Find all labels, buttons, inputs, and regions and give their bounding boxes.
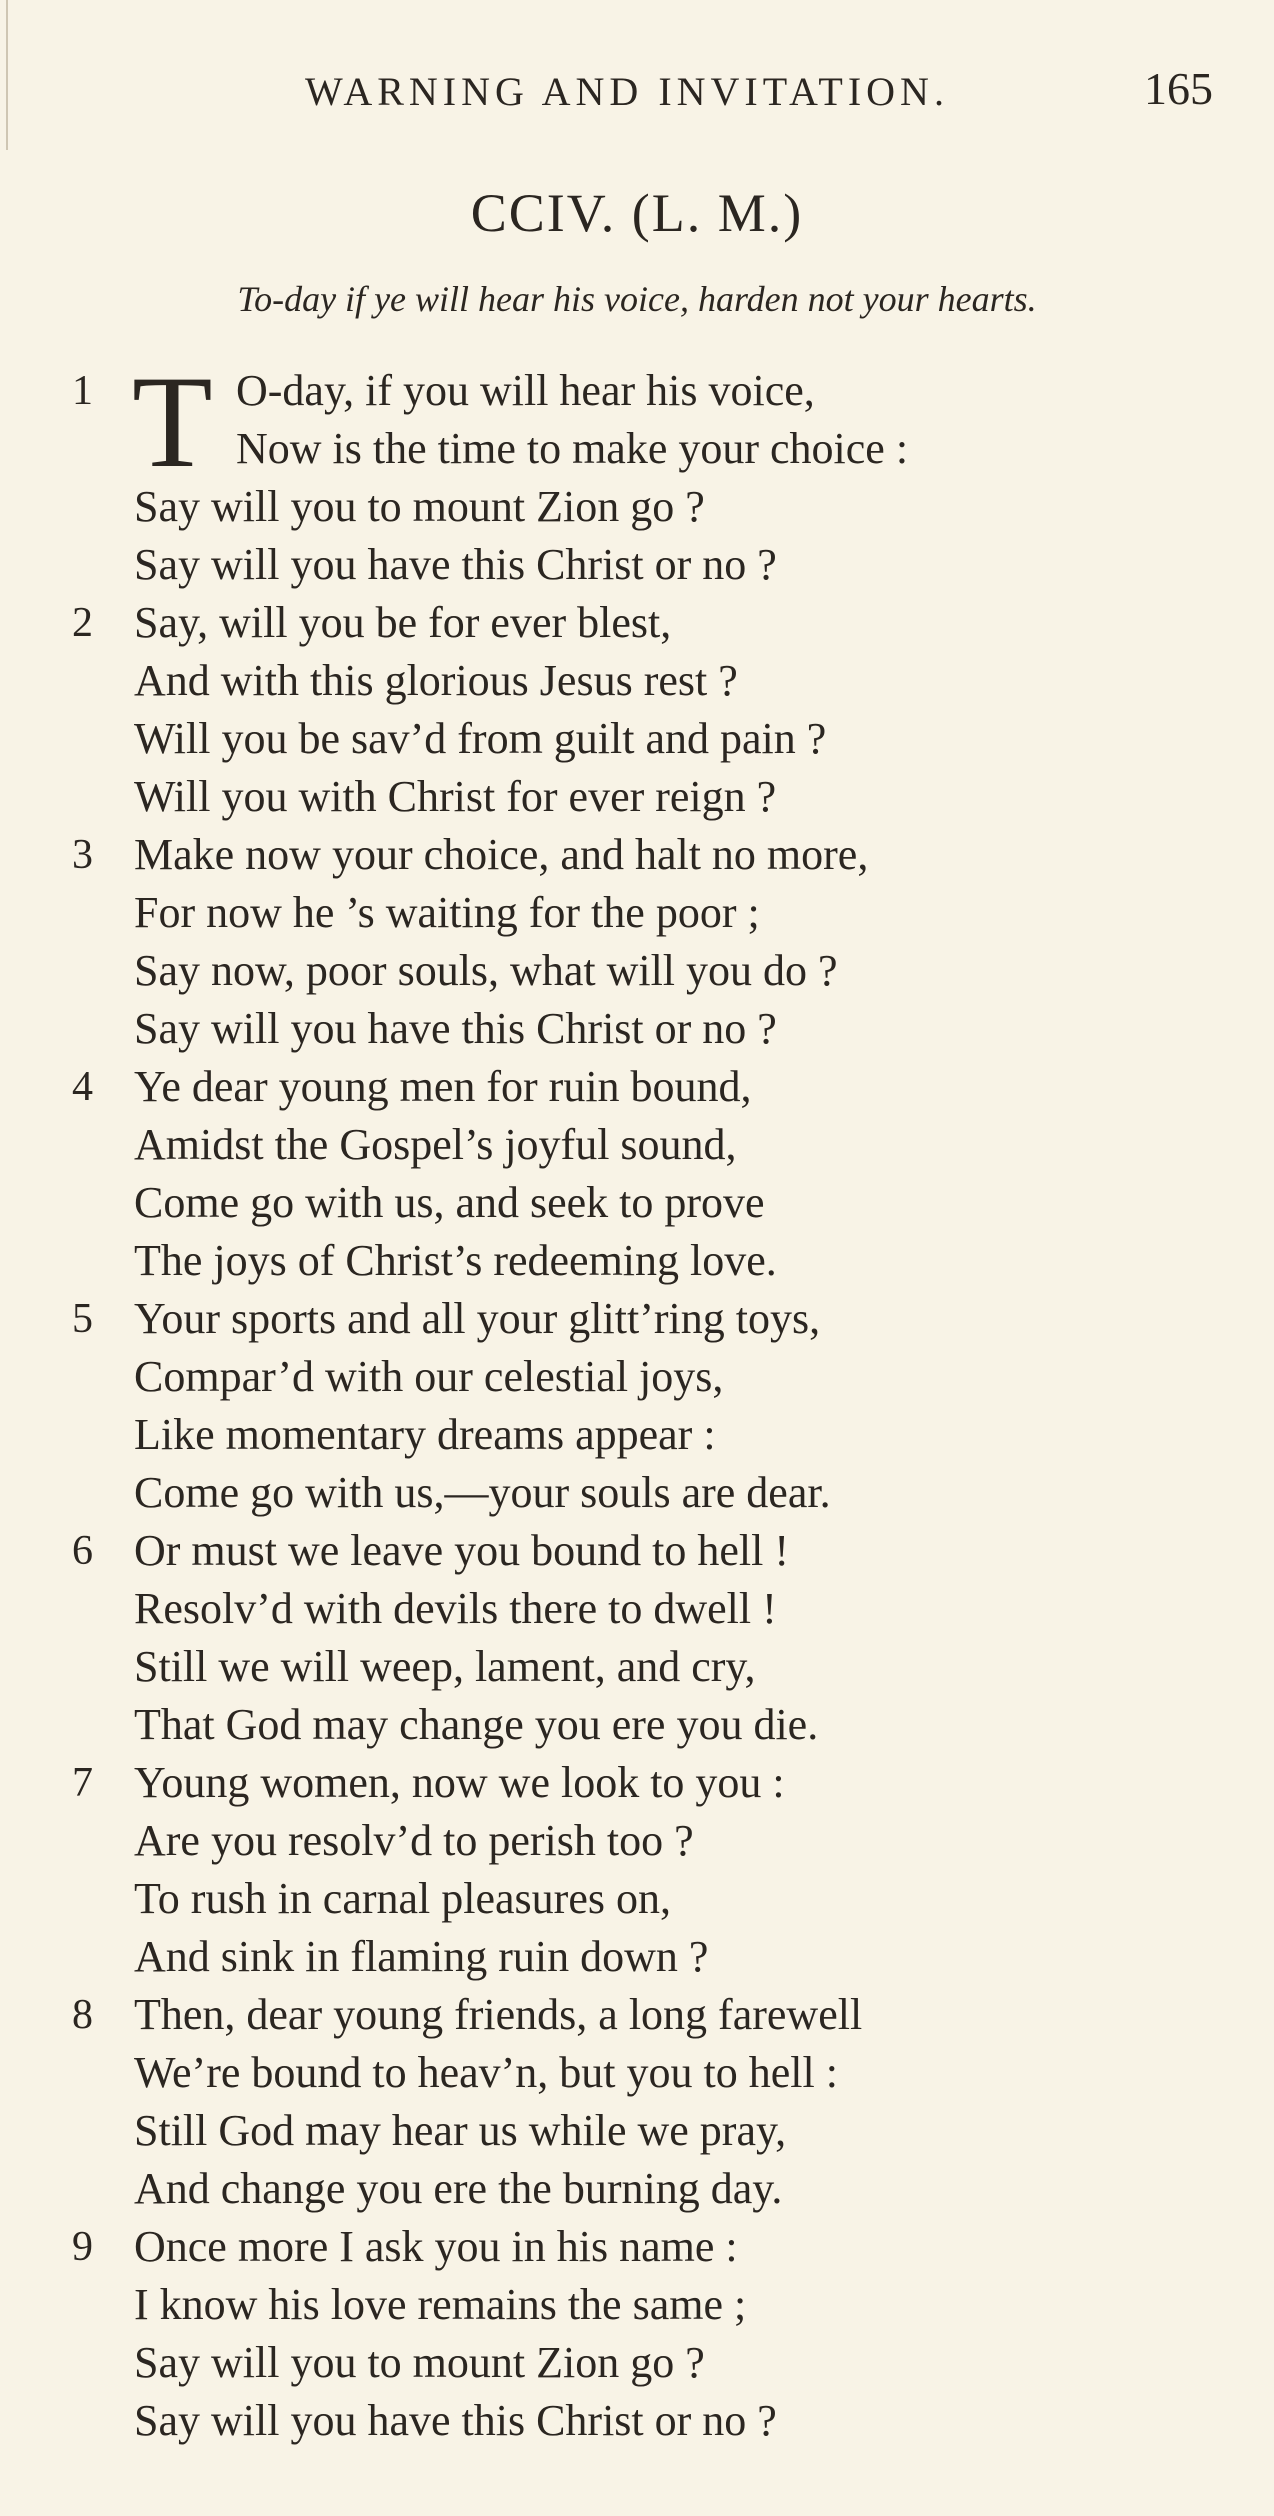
stanza-8 (72, 1986, 1202, 2218)
verse-line: Say now, poor souls, what will you do ? (134, 946, 838, 995)
stanza-number: 3 (72, 832, 93, 878)
stanza-number: 4 (72, 1064, 93, 1110)
verse-line: Say, will you be for ever blest, (134, 598, 672, 647)
running-head: WARNING AND INVITATION. (305, 69, 949, 114)
stanza-number: 7 (72, 1760, 93, 1806)
stanza-7 (72, 1754, 1202, 1986)
verse-line: And change you ere the burning day. (134, 2164, 783, 2213)
stanza-5 (72, 1290, 1202, 1522)
verse-line: We’re bound to heav’n, but you to hell : (134, 2048, 838, 2097)
stanza-3 (72, 826, 1202, 1058)
stanza-number: 9 (72, 2224, 93, 2270)
verse-line: Or must we leave you bound to hell ! (134, 1526, 789, 1575)
verse-line: Say will you to mount Zion go ? (134, 2338, 705, 2387)
verse-line: Say will you have this Christ or no ? (134, 540, 777, 589)
stanza-number: 1 (72, 368, 93, 414)
verse-line: Then, dear young friends, a long farewell (134, 1990, 863, 2039)
hymn-title: CCIV. (L. M.) (470, 183, 804, 243)
verse-line: To rush in carnal pleasures on, (134, 1874, 671, 1923)
drop-cap: T (132, 348, 213, 495)
stanza-number: 8 (72, 1992, 93, 2038)
verse-line: Come go with us,—your souls are dear. (134, 1468, 831, 1517)
verse-line: Amidst the Gospel’s joyful sound, (134, 1120, 737, 1169)
epigraph: To-day if ye will hear his voice, harden not your hearts. (237, 279, 1037, 319)
verse-line: That God may change you ere you die. (134, 1700, 819, 1749)
stanza-4 (72, 1058, 1202, 1290)
verse-line: Say will you to mount Zion go ? (134, 482, 705, 531)
verse-line: Your sports and all your glitt’ring toys, (134, 1294, 821, 1343)
stanza-number: 5 (72, 1296, 93, 1342)
verse-line: Are you resolv’d to perish too ? (134, 1816, 694, 1865)
verse-line: Will you with Christ for ever reign ? (134, 772, 777, 821)
verse-line: Will you be sav’d from guilt and pain ? (134, 714, 827, 763)
page-number: 165 (1144, 63, 1213, 114)
verse-line: Say will you have this Christ or no ? (134, 2396, 777, 2445)
verse-line: For now he ’s waiting for the poor ; (134, 888, 760, 937)
verse-line: And sink in flaming ruin down ? (134, 1932, 709, 1981)
verse-line: And with this glorious Jesus rest ? (134, 656, 738, 705)
verse-line: The joys of Christ’s redeeming love. (134, 1236, 777, 1285)
verse-line: Now is the time to make your choice : (236, 424, 909, 473)
verse-line: I know his love remains the same ; (134, 2280, 747, 2329)
verse-line: Young women, now we look to you : (134, 1758, 785, 1807)
verse-line: Still we will weep, lament, and cry, (134, 1642, 756, 1691)
verse-line: Make now your choice, and halt no more, (134, 830, 869, 879)
verse-line: Once more I ask you in his name : (134, 2222, 738, 2271)
verse-line: Resolv’d with devils there to dwell ! (134, 1584, 777, 1633)
stanza-1 (72, 348, 1202, 594)
stanza-6 (72, 1522, 1202, 1754)
verse-line: Compar’d with our celestial joys, (134, 1352, 724, 1401)
stanza-number: 6 (72, 1528, 93, 1574)
stanza-2 (72, 594, 1202, 826)
verse-line: Ye dear young men for ruin bound, (134, 1062, 752, 1111)
page-edge-line (6, 0, 8, 150)
verse-line: O-day, if you will hear his voice, (236, 366, 815, 415)
verse-line: Come go with us, and seek to prove (134, 1178, 765, 1227)
verse-line: Still God may hear us while we pray, (134, 2106, 787, 2155)
verse-line: Say will you have this Christ or no ? (134, 1004, 777, 1053)
stanza-number: 2 (72, 600, 93, 646)
stanza-9 (72, 2218, 1202, 2450)
verse-line: Like momentary dreams appear : (134, 1410, 716, 1459)
